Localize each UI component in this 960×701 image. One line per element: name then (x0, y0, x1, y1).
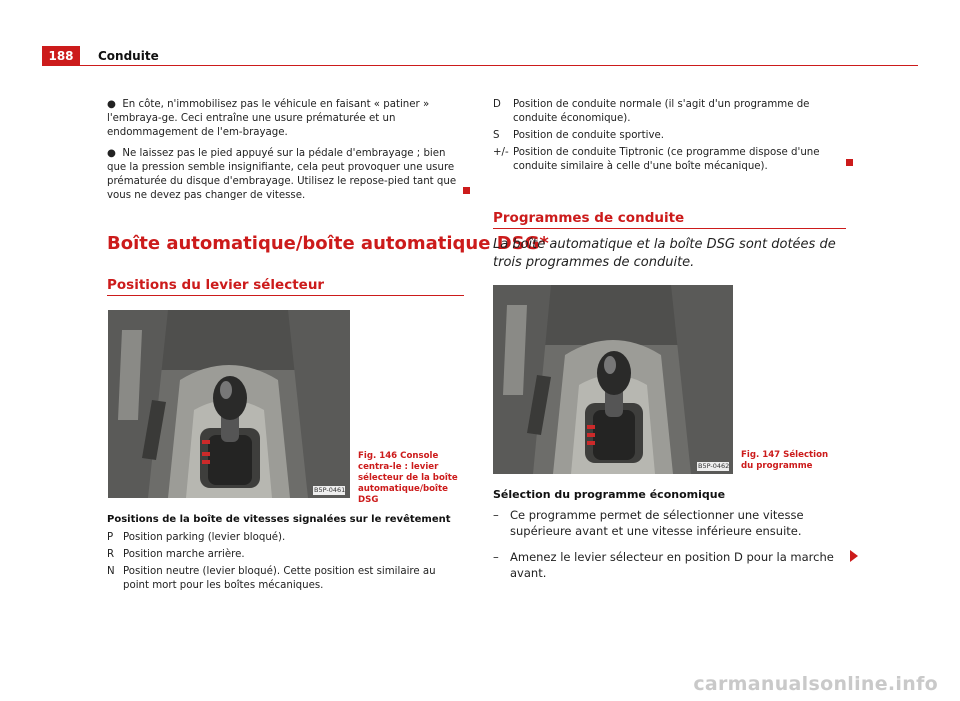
subsection-rule (493, 228, 846, 229)
position-row-tiptronic: +/- Position de conduite Tiptronic (ce programme dispose d'une conduite similaire à celle d'une boîte mécanique). (493, 147, 820, 172)
figure-146-caption: Fig. 146 Console centra-le : levier sélecteur de la boîte automatique/boîte DSG (358, 451, 458, 505)
steps-list (493, 507, 843, 581)
running-head: Conduite (98, 49, 159, 63)
positions-heading: Positions de la boîte de vitesses signalées sur le revêtement (107, 514, 451, 525)
header-rule (80, 65, 918, 66)
position-row-d: D Position de conduite normale (il s'agit d'un programme de conduite économique). (493, 99, 810, 124)
position-row-n: N Position neutre (levier bloqué). Cette position est similaire au point mort pour les boîtes mécaniques. (107, 566, 436, 591)
figure-147-caption: Fig. 147 Sélection du programme (741, 450, 829, 471)
end-marker (846, 159, 853, 166)
positions-list-right (493, 98, 838, 177)
figure-147-photo (493, 285, 733, 474)
lead-paragraph: La boîte automatique et la boîte DSG sont dotées de trois programmes de conduite. (493, 237, 836, 270)
bullet-item: ● Ne laissez pas le pied appuyé sur la pédale d'embrayage ; bien que la pression semble insignifiante, cela peut provoquer une usure prématurée du disque d'embrayage. Utilisez le repose-pied tant que vous ne devez pas changer de vitesse. (107, 148, 457, 201)
subsection-title-programmes: Programmes de conduite (493, 210, 685, 226)
position-row-r: R Position marche arrière. (107, 549, 245, 560)
figure-147-code: B5P-0462 (698, 462, 730, 470)
subsection-rule (107, 295, 464, 296)
positions-list-left (107, 531, 462, 596)
end-marker (463, 187, 470, 194)
watermark: carmanualsonline.info (693, 673, 938, 695)
position-row-p: P Position parking (levier bloqué). (107, 532, 286, 543)
section-title: Boîte automatique/boîte automatique DSG* (107, 233, 549, 254)
position-row-s: S Position de conduite sportive. (493, 130, 664, 141)
figure-146-code: B5P-0461 (314, 486, 346, 494)
bullet-list (107, 98, 462, 210)
bullet-item: ● En côte, n'immobilisez pas le véhicule en faisant « patiner » l'embraya-ge. Ceci entraîne une usure prématurée et un endommagement de l'em-brayage. (107, 99, 430, 138)
subsection-title: Positions du levier sélecteur (107, 277, 325, 293)
continue-arrow-icon (850, 550, 858, 562)
figure-146-photo (108, 310, 350, 498)
page-number: 188 (42, 46, 80, 66)
step-item: – Amenez le levier sélecteur en position D pour la marche avant. (493, 550, 834, 580)
program-subheading: Sélection du programme économique (493, 488, 726, 501)
step-item: – Ce programme permet de sélectionner une vitesse supérieure avant et une vitesse inférieure ensuite. (493, 508, 804, 538)
